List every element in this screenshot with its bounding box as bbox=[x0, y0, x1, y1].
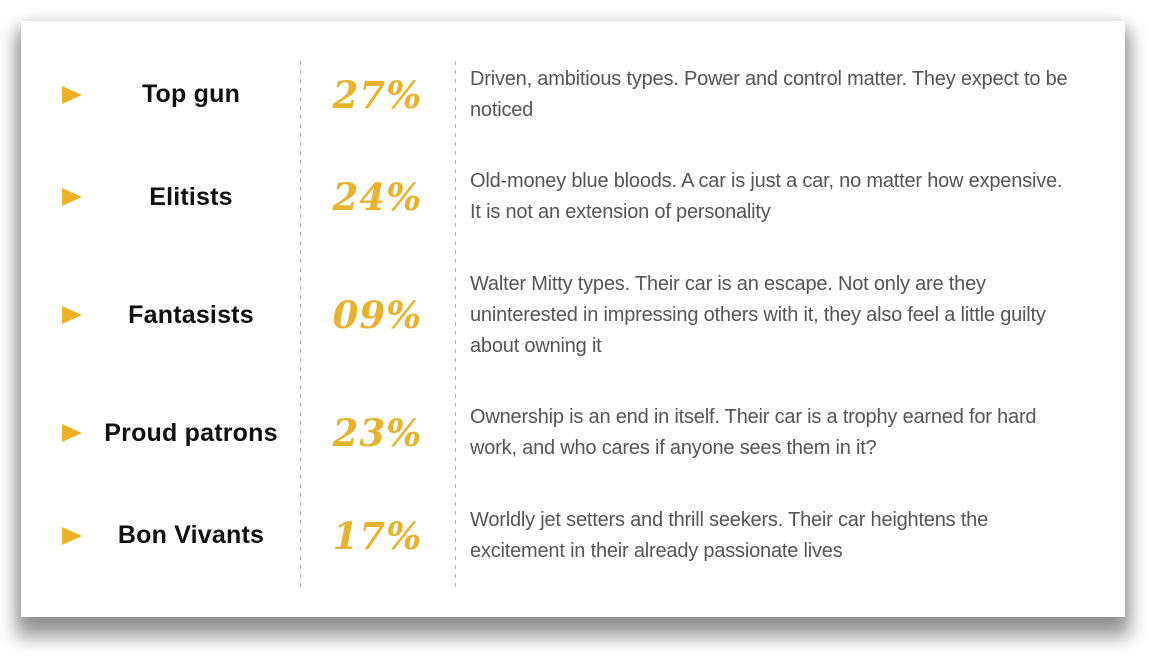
segment-description: Ownership is an end in itself. Their car is a trophy earned for hard work, and who cares if anyone sees them in it? bbox=[470, 406, 1037, 459]
segment-label: Fantasists bbox=[128, 300, 254, 329]
segment-label: Proud patrons bbox=[104, 418, 278, 447]
segment-percent: 09% bbox=[332, 293, 423, 337]
segments-card bbox=[21, 21, 1125, 617]
segment-name-cell bbox=[21, 521, 300, 550]
segment-row bbox=[21, 269, 1125, 362]
segment-description: Driven, ambitious types. Power and control matter. They expect to be noticed bbox=[470, 67, 1068, 121]
segment-label: Top gun bbox=[141, 80, 241, 108]
segment-percent: 23% bbox=[332, 411, 423, 455]
segment-percent: 27% bbox=[332, 72, 423, 117]
right-arrow-icon bbox=[62, 306, 82, 324]
segment-row bbox=[21, 166, 1125, 228]
right-arrow-icon bbox=[62, 86, 82, 104]
segment-label: Bon Vivants bbox=[117, 521, 265, 549]
segment-description: Walter Mitty types. Their car is an escape. Not only are they uninterested in impressing others with it, they also feel a little guilty about owning it bbox=[470, 272, 1046, 357]
segment-name-cell bbox=[21, 301, 300, 330]
segment-row bbox=[21, 64, 1125, 126]
segment-percent: 17% bbox=[332, 513, 423, 558]
segment-row bbox=[21, 402, 1125, 464]
segment-description: Old-money blue bloods. A car is just a car, no matter how expensive. It is not an extension of personality bbox=[470, 170, 1063, 223]
segment-row bbox=[21, 505, 1125, 567]
segment-label: Elitists bbox=[149, 182, 233, 211]
right-arrow-icon bbox=[62, 424, 82, 442]
segment-percent: 24% bbox=[332, 175, 423, 219]
right-arrow-icon bbox=[62, 527, 82, 545]
segment-name-cell bbox=[21, 419, 300, 448]
segment-name-cell bbox=[21, 80, 300, 109]
right-arrow-icon bbox=[62, 188, 82, 206]
segment-description: Worldly jet setters and thrill seekers. Their car heightens the excitement in their already passionate lives bbox=[470, 508, 989, 562]
segment-name-cell bbox=[21, 183, 300, 212]
